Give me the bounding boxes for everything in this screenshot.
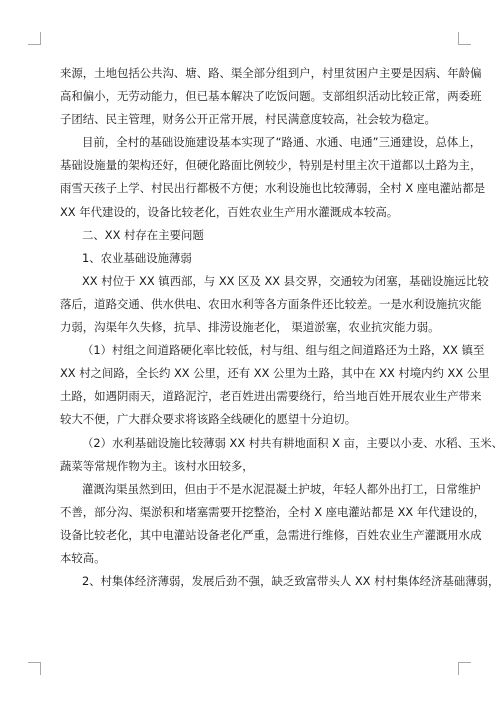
crop-mark-bottom-right	[458, 662, 471, 675]
text-line: 目前，全村的基础设施建设基本实现了“路通、水通、电通”三通建设，总体上，	[82, 135, 482, 150]
text-line: XX 年代建设的，设备比较老化，百姓农业生产用水灌溉成本较高。	[60, 204, 399, 219]
text-line: 灌溉沟渠虽然到田，但由于不是水泥混凝土护坡，年轻人都外出打工，日常维护	[82, 481, 481, 496]
text-line: 不善，部分沟、渠淤积和堵塞需要开挖整治，全村 X 座电灌站都是 XX 年代建设的，	[60, 504, 486, 519]
crop-mark-bottom-left	[28, 662, 41, 675]
text-line: 雨雪天孩子上学、村民出行都极不方便；水利设施也比较薄弱，全村 X 座电灌站都是	[60, 181, 486, 196]
text-line: XX 村位于 XX 镇西部，与 XX 区及 XX 县交界，交通较为闭塞，基础设施远比较	[82, 273, 489, 288]
text-line: 2、村集体经济薄弱，发展后劲不强，缺乏致富带头人 XX 村村集体经济基础薄弱，	[82, 574, 500, 589]
text-line: 本较高。	[60, 550, 106, 565]
document-body	[60, 62, 503, 593]
text-line: 土路，如遇阴雨天，道路泥泞，老百姓进出需要绕行，给当地百姓开展农业生产带来	[60, 389, 482, 404]
text-line: 高和偏小，无劳动能力，但已基本解决了吃饭问题。支部组织活动比较正常，两委班	[60, 89, 482, 104]
text-line: XX 村之间路，全长约 XX 公里，还有 XX 公里为土路，其中在 XX 村境内约 XX 公里	[60, 366, 490, 381]
crop-mark-top-left	[28, 32, 41, 45]
text-line: 1、农业基础设施薄弱	[82, 250, 192, 265]
text-line: （1）村组之间道路硬化率比较低，村与组、组与组之间道路还为土路，XX 镇至	[82, 343, 485, 358]
text-line: （2）水利基础设施比较薄弱 XX 村共有耕地面积 X 亩，主要以小麦、水稻、玉米、	[82, 435, 503, 450]
text-line: 子团结、民主管理，财务公开正常开展，村民满意度较高，社会较为稳定。	[60, 112, 436, 127]
text-line: 设备比较老化，其中电灌站设备老化严重，急需进行维修，百姓农业生产灌溉用水成	[60, 527, 482, 542]
text-line: 落后，道路交通、供水供电、农田水利等各方面条件还比较差。一是水利设施抗灾能	[60, 296, 482, 311]
text-line: 二、XX 村存在主要问题	[82, 227, 204, 242]
text-line: 蔬菜等常规作物为主。该村水田较多，	[60, 458, 254, 473]
text-line: 力弱，沟渠年久失修，抗旱、排涝设施老化， 渠道淤塞，农业抗灾能力弱。	[60, 320, 440, 335]
text-line: 来源，土地包括公共沟、塘、路、渠全部分组到户，村里贫困户主要是因病、年龄偏	[60, 66, 482, 80]
text-line: 较大不便，广大群众要求将该路全线硬化的愿望十分迫切。	[60, 412, 357, 427]
crop-mark-top-right	[458, 32, 471, 45]
text-line: 基础设施量的架构还好，但硬化路面比例较少，特别是村里主次干道都以土路为主，	[60, 158, 482, 173]
